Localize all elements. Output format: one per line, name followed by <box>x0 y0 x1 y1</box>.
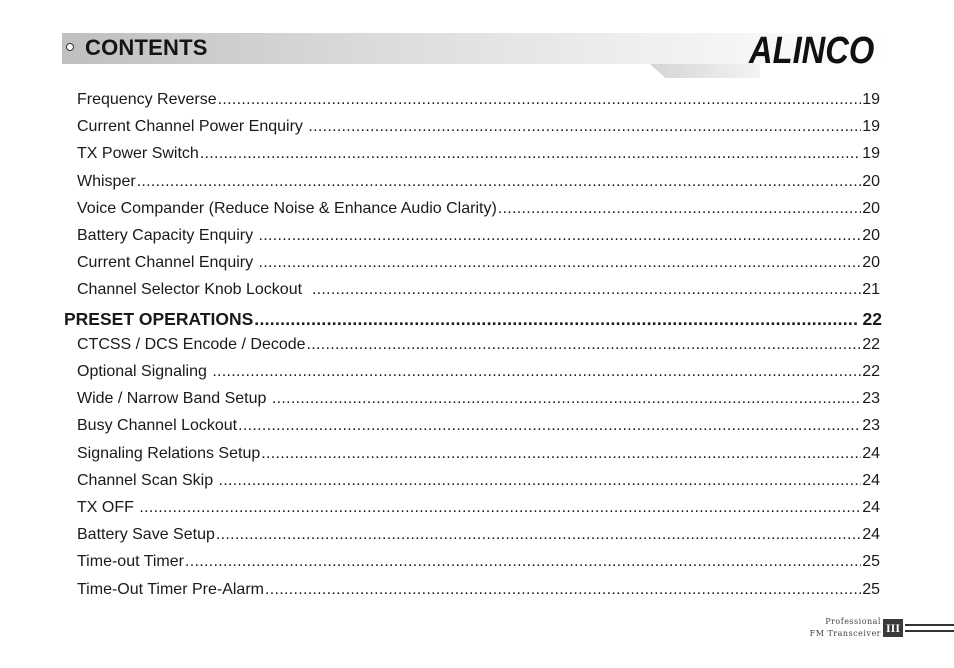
toc-entry-title: Current Channel Enquiry <box>77 254 258 272</box>
toc-entry <box>77 472 880 494</box>
toc-entry <box>77 200 880 222</box>
toc-entry-title: Frequency Reverse <box>77 91 217 108</box>
toc-entry <box>77 281 880 303</box>
toc-entry-title: TX Power Switch <box>77 145 199 163</box>
toc-section-heading <box>64 309 882 331</box>
toc-page-number: 20 <box>862 227 880 244</box>
header-wedge <box>650 64 760 78</box>
toc-dot-leader <box>139 499 861 517</box>
toc-entry-title: Battery Save Setup <box>77 526 215 544</box>
toc-dot-leader <box>498 200 861 218</box>
toc-dot-leader <box>238 417 861 435</box>
footer-rule-bottom <box>905 630 954 632</box>
toc-dot-leader <box>212 363 861 381</box>
toc-dot-leader <box>261 445 861 463</box>
toc-dot-leader <box>219 472 862 490</box>
toc-entry <box>77 553 880 575</box>
toc-page-number: 24 <box>862 471 880 489</box>
toc-page-number: 25 <box>862 553 880 571</box>
toc-page-number: 24 <box>862 526 880 544</box>
toc-entry <box>77 254 880 276</box>
toc-entry-title: Optional Signaling <box>77 363 212 380</box>
toc-page-number: 20 <box>862 254 880 272</box>
toc-page-number: 25 <box>862 580 880 598</box>
toc-entry <box>77 118 880 140</box>
toc-dot-leader <box>185 553 861 571</box>
toc-dot-leader <box>137 173 862 191</box>
toc-page-number: 19 <box>862 145 880 163</box>
toc-page-number: 21 <box>862 281 880 299</box>
toc-entry <box>77 526 880 548</box>
toc-entry <box>77 417 880 439</box>
toc-dot-leader <box>259 254 862 272</box>
toc-entry <box>77 499 880 521</box>
toc-entry <box>77 173 880 195</box>
toc-page-number: 22 <box>862 335 880 353</box>
toc-entry <box>77 336 880 358</box>
toc-page-number: 24 <box>862 444 880 462</box>
toc-entry-title: Battery Capacity Enquiry <box>77 227 258 244</box>
toc-page-number: 20 <box>862 172 880 190</box>
toc-entry <box>77 145 880 167</box>
toc-entry <box>77 91 880 113</box>
toc-entry <box>77 390 880 412</box>
toc-entry-title: TX OFF <box>77 499 139 516</box>
toc-entry-title: Current Channel Power Enquiry <box>77 118 308 136</box>
toc-entry-title: CTCSS / DCS Encode / Decode <box>77 335 306 353</box>
toc-dot-leader <box>216 526 861 544</box>
toc-entry <box>77 581 880 603</box>
toc-entry <box>77 445 880 467</box>
toc-entry-title: Whisper <box>77 172 136 190</box>
toc-dot-leader <box>259 227 862 245</box>
toc-page-number: 22 <box>857 308 882 329</box>
toc-dot-leader <box>265 581 861 599</box>
toc-page-number: 23 <box>862 390 880 408</box>
toc-entry-title: PRESET OPERATIONS <box>64 308 254 329</box>
toc-dot-leader <box>200 145 861 163</box>
toc-entry-title: Signaling Relations Setup <box>77 444 261 462</box>
toc-entry <box>77 227 880 249</box>
footer-label-line2: FM Transceiver <box>809 629 881 638</box>
toc-dot-leader <box>308 118 861 136</box>
toc-page-number: 19 <box>862 91 880 108</box>
footer-label-line1: Professional <box>825 617 881 626</box>
toc-entry-title: Time-Out Timer Pre-Alarm <box>77 580 264 598</box>
toc-page-number: 19 <box>862 118 880 136</box>
toc-entry-title: Channel Scan Skip <box>77 471 218 489</box>
toc-page-number: 24 <box>862 499 880 516</box>
brand-logo: ALINCO <box>749 30 875 72</box>
toc-entry-title: Voice Compander (Reduce Noise & Enhance Audio Clarity) <box>77 199 497 217</box>
toc-dot-leader <box>218 91 862 109</box>
toc-entry-title: Wide / Narrow Band Setup <box>77 390 271 408</box>
toc-entry-title: Time-out Timer <box>77 553 184 571</box>
toc-page-number: 20 <box>862 199 880 217</box>
toc-dot-leader <box>312 281 861 299</box>
toc-page-number: 23 <box>862 417 880 435</box>
toc-entry <box>77 363 880 385</box>
bullet-circle-icon <box>66 43 74 51</box>
toc-page-number: 22 <box>862 363 880 380</box>
page-title: CONTENTS <box>85 35 208 60</box>
toc-entry-title: Busy Channel Lockout <box>77 417 238 435</box>
toc-entry-title: Channel Selector Knob Lockout <box>77 281 311 299</box>
footer-rule-top <box>905 624 954 626</box>
page-number-badge: III <box>883 619 903 637</box>
toc-dot-leader <box>272 390 861 408</box>
toc-dot-leader <box>307 336 862 354</box>
toc-dot-leader <box>254 309 856 330</box>
